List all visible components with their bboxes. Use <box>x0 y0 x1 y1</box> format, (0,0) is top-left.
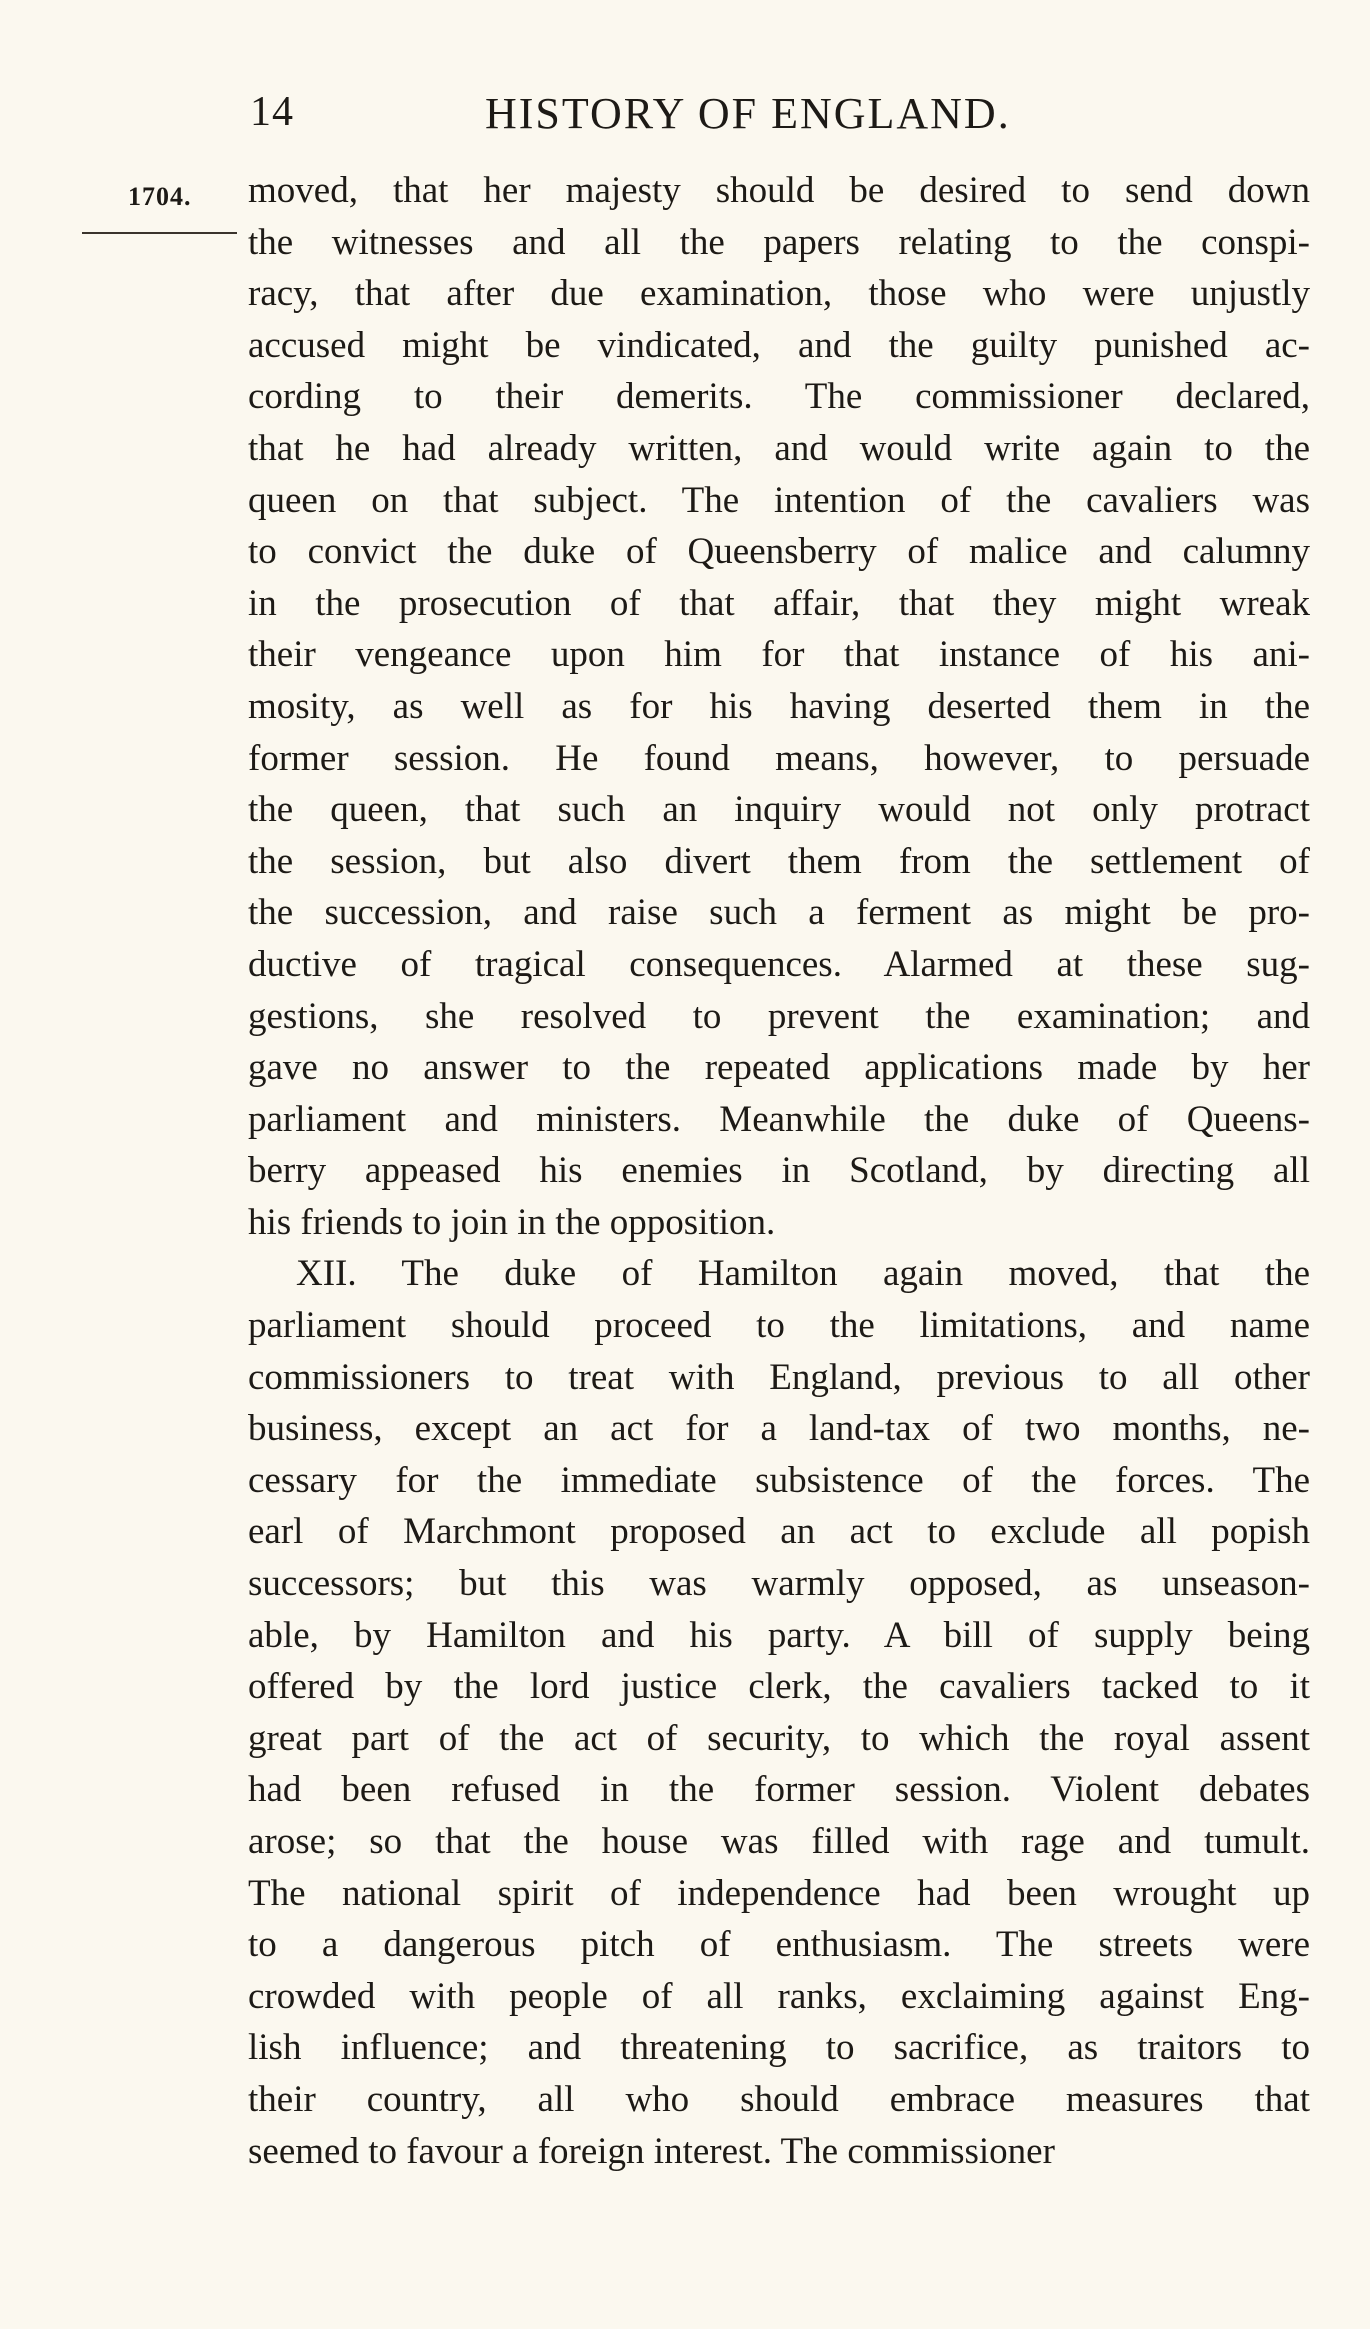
paragraph <box>248 165 1310 1248</box>
text-line: lish influence; and threatening to sacrifice, as traitors to <box>248 2027 1310 2069</box>
text-line: racy, that after due examination, those who were unjustly <box>248 273 1310 315</box>
text-line: to convict the duke of Queensberry of malice and calumny <box>248 531 1310 573</box>
text-line: gave no answer to the repeated applications made by her <box>248 1047 1310 1089</box>
margin-year-note: 1704. <box>128 182 192 211</box>
text-line: cessary for the immediate subsistence of the forces. The <box>248 1459 1310 1501</box>
text-line: offered by the lord justice clerk, the cavaliers tacked to it <box>248 1666 1310 1708</box>
text-line: his friends to join in the opposition. <box>248 1201 776 1243</box>
text-line: seemed to favour a foreign interest. The commissioner <box>248 2130 1055 2172</box>
text-line: the witnesses and all the papers relating to the conspi- <box>248 221 1310 263</box>
text-line: successors; but this was warmly opposed, as unseason- <box>248 1563 1310 1605</box>
text-line: commissioners to treat with England, previous to all other <box>248 1356 1310 1398</box>
running-head <box>250 88 1310 148</box>
text-line: their vengeance upon him for that instance of his ani- <box>248 634 1310 676</box>
page-number: 14 <box>250 89 294 135</box>
text-line: cording to their demerits. The commissioner declared, <box>248 376 1310 418</box>
text-line: arose; so that the house was filled with rage and tumult. <box>248 1821 1310 1862</box>
text-line: business, except an act for a land-tax of two months, ne- <box>248 1408 1310 1450</box>
paragraph <box>248 1248 1310 2177</box>
text-line: mosity, as well as for his having deserted them in the <box>248 685 1310 727</box>
text-line: moved, that her majesty should be desired to send down <box>248 170 1310 211</box>
margin-rule <box>82 232 237 234</box>
text-line: that he had already written, and would write again to the <box>248 427 1310 469</box>
text-line: earl of Marchmont proposed an act to exclude all popish <box>248 1511 1310 1553</box>
text-line: gestions, she resolved to prevent the examination; and <box>248 995 1310 1037</box>
text-line: berry appeased his enemies in Scotland, by directing all <box>248 1150 1310 1192</box>
text-line: the queen, that such an inquiry would not only protract <box>248 789 1310 831</box>
running-title: HISTORY OF ENGLAND. <box>485 89 1011 138</box>
body-text <box>248 165 1310 2177</box>
text-line: great part of the act of security, to which the royal assent <box>248 1717 1310 1759</box>
text-line: crowded with people of all ranks, exclaiming against Eng- <box>248 1975 1310 2017</box>
text-line: to a dangerous pitch of enthusiasm. The streets were <box>248 1924 1310 1966</box>
text-line: XII. The duke of Hamilton again moved, that the <box>296 1253 1310 1295</box>
text-line: queen on that subject. The intention of the cavaliers was <box>248 479 1310 521</box>
text-line: ductive of tragical consequences. Alarmed at these sug- <box>248 943 1310 985</box>
text-line: the succession, and raise such a ferment as might be pro- <box>248 892 1310 934</box>
text-line: able, by Hamilton and his party. A bill of supply being <box>248 1614 1310 1656</box>
text-line: parliament and ministers. Meanwhile the duke of Queens- <box>248 1098 1310 1140</box>
text-line: parliament should proceed to the limitations, and name <box>248 1305 1310 1347</box>
text-line: their country, all who should embrace measures that <box>248 2078 1310 2120</box>
text-line: The national spirit of independence had been wrought up <box>248 1872 1310 1914</box>
text-line: accused might be vindicated, and the guilty punished ac- <box>248 324 1310 366</box>
text-line: had been refused in the former session. Violent debates <box>248 1769 1310 1811</box>
text-line: former session. He found means, however, to persuade <box>248 737 1310 779</box>
text-line: in the prosecution of that affair, that they might wreak <box>248 582 1310 624</box>
text-line: the session, but also divert them from the settlement of <box>248 840 1310 882</box>
